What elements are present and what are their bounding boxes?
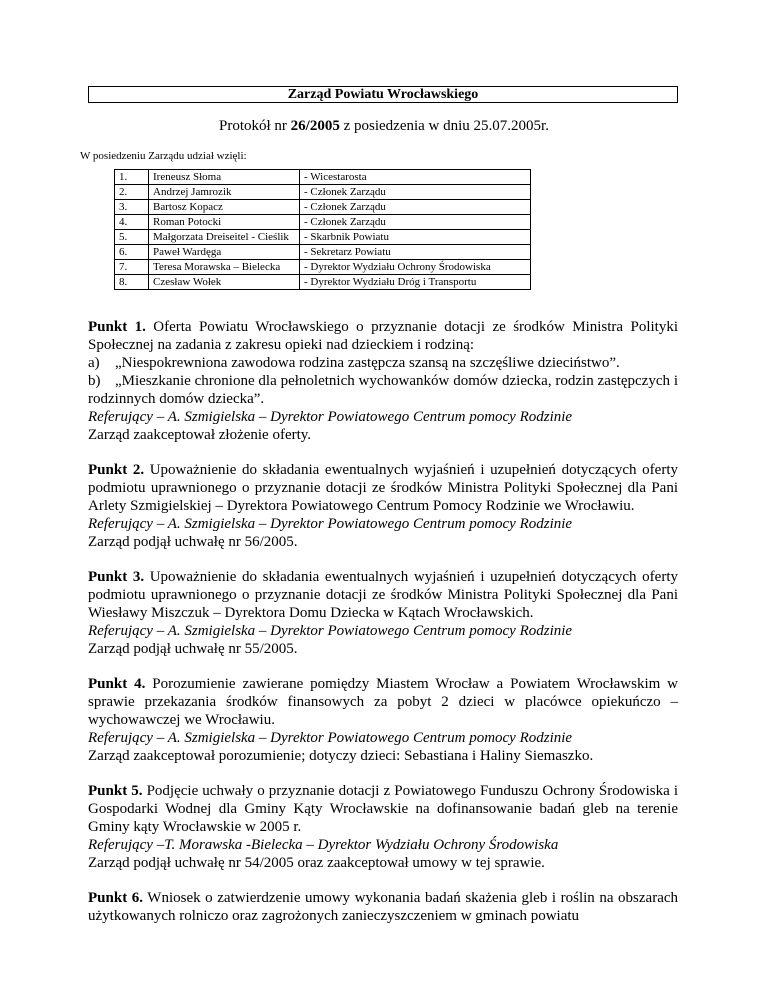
- agenda-point-1: [88, 318, 678, 444]
- row-number: 7.: [115, 260, 149, 275]
- table-row: [115, 185, 531, 200]
- point-referent: Referujący –T. Morawska -Bielecka – Dyrektor Wydziału Ochrony Środowiska: [88, 837, 559, 853]
- point-text: Upoważnienie do składania ewentualnych wyjaśnień i uzupełnień dotyczących oferty podmiotu uprawnionego o przyznanie dotacji ze środków Ministra Polityki Społecznej dla Pani Arlety Szmigielskiej – Dyrektora Powiatowego Centrum Pomocy Rodzinie we Wrocławiu.: [88, 462, 678, 514]
- point-text: Porozumienie zawierane pomiędzy Miastem Wrocław a Powiatem Wrocławskim w sprawie przekazania środków finansowych za pobyt 2 dzieci w placówce opiekuńczo – wychowawczej we Wrocławiu.: [88, 676, 679, 728]
- item-label: a): [88, 355, 100, 371]
- table-row: [115, 275, 531, 290]
- agenda-point-3: [88, 568, 678, 658]
- member-role: - Członek Zarządu: [300, 215, 531, 230]
- item-text: „Mieszkanie chronione dla pełnoletnich wychowanków domów dziecka, rodzin zastępczych i rodzinnych domów dziecka”.: [88, 373, 678, 407]
- point-decision: Zarząd podjął uchwałę nr 56/2005.: [88, 534, 298, 550]
- protocol-number: 26/2005: [290, 118, 340, 134]
- protocol-subtitle: [0, 118, 768, 135]
- point-decision: Zarząd zaakceptował złożenie oferty.: [88, 427, 312, 443]
- row-number: 8.: [115, 275, 149, 290]
- point-decision: Zarząd podjął uchwałę nr 54/2005 oraz zaakceptował umowy w tej sprawie.: [88, 855, 545, 871]
- point-decision: Zarząd podjął uchwałę nr 55/2005.: [88, 641, 298, 657]
- point-label: Punkt 5.: [88, 783, 143, 799]
- agenda-point-6: [88, 889, 678, 925]
- attendance-table: [114, 169, 531, 290]
- subtitle-prefix: Protokół nr: [219, 118, 291, 134]
- point-label: Punkt 4.: [88, 676, 146, 692]
- point-label: Punkt 6.: [88, 890, 143, 906]
- point-label: Punkt 1.: [88, 319, 146, 335]
- table-row: [115, 245, 531, 260]
- point-referent: Referujący – A. Szmigielska – Dyrektor Powiatowego Centrum pomocy Rodzinie: [88, 623, 573, 639]
- table-row: [115, 215, 531, 230]
- member-role: - Skarbnik Powiatu: [300, 230, 531, 245]
- member-role: - Członek Zarządu: [300, 200, 531, 215]
- row-number: 4.: [115, 215, 149, 230]
- table-row: [115, 170, 531, 185]
- subtitle-suffix: z posiedzenia w dniu 25.07.2005r.: [339, 118, 549, 134]
- table-row: [115, 260, 531, 275]
- point-referent: Referujący – A. Szmigielska – Dyrektor Powiatowego Centrum pomocy Rodzinie: [88, 409, 573, 425]
- list-item: [88, 354, 678, 372]
- agenda-point-2: [88, 461, 678, 551]
- member-role: - Członek Zarządu: [300, 185, 531, 200]
- member-role: - Wicestarosta: [300, 170, 531, 185]
- row-number: 6.: [115, 245, 149, 260]
- point-text: Wniosek o zatwierdzenie umowy wykonania badań skażenia gleb i roślin na obszarach użytkowanych rolniczo oraz zagrożonych zanieczyszczeniem w gminach powiatu: [88, 890, 679, 924]
- member-name: Bartosz Kopacz: [149, 200, 300, 215]
- row-number: 2.: [115, 185, 149, 200]
- point-label: Punkt 3.: [88, 569, 145, 585]
- table-row: [115, 200, 531, 215]
- point-text: Podjęcie uchwały o przyznanie dotacji z Powiatowego Funduszu Ochrony Środowiska i Gospodarki Wodnej dla Gminy Kąty Wrocławskie na dofinansowanie badań gleb na terenie Gminy kąty Wrocławskie w 2005 r.: [88, 783, 679, 835]
- member-name: Andrzej Jamrozik: [149, 185, 300, 200]
- member-name: Małgorzata Dreiseitel - Cieślik: [149, 230, 300, 245]
- member-name: Teresa Morawska – Bielecka: [149, 260, 300, 275]
- document-title: Zarząd Powiatu Wrocławskiego: [88, 86, 678, 103]
- point-text: Oferta Powiatu Wrocławskiego o przyznanie dotacji ze środków Ministra Polityki Społecznej na zadania z zakresu opieki nad dzieckiem i rodziną:: [88, 319, 679, 353]
- point-label: Punkt 2.: [88, 462, 145, 478]
- member-name: Czesław Wołek: [149, 275, 300, 290]
- point-text: Upoważnienie do składania ewentualnych wyjaśnień i uzupełnień dotyczących oferty podmiotu uprawnionego o przyznanie dotacji ze środków Ministra Polityki Społecznej dla Pani Wiesławy Miszczuk – Dyrektora Domu Dziecka w Kątach Wrocławskich.: [88, 569, 678, 621]
- attendance-intro: W posiedzeniu Zarządu udział wzięli:: [80, 150, 247, 162]
- row-number: 5.: [115, 230, 149, 245]
- member-role: - Dyrektor Wydziału Ochrony Środowiska: [300, 260, 531, 275]
- member-name: Paweł Wardęga: [149, 245, 300, 260]
- agenda-point-4: [88, 675, 678, 765]
- item-label: b): [88, 373, 101, 389]
- list-item: [88, 372, 678, 408]
- item-text: „Niespokrewniona zawodowa rodzina zastępcza szansą na szczęśliwe dzieciństwo”.: [115, 355, 620, 371]
- table-row: [115, 230, 531, 245]
- point-referent: Referujący – A. Szmigielska – Dyrektor Powiatowego Centrum pomocy Rodzinie: [88, 516, 573, 532]
- member-role: - Dyrektor Wydziału Dróg i Transportu: [300, 275, 531, 290]
- member-role: - Sekretarz Powiatu: [300, 245, 531, 260]
- member-name: Roman Potocki: [149, 215, 300, 230]
- point-referent: Referujący – A. Szmigielska – Dyrektor Powiatowego Centrum pomocy Rodzinie: [88, 730, 573, 746]
- agenda-points: [88, 318, 678, 942]
- member-name: Ireneusz Słoma: [149, 170, 300, 185]
- point-decision: Zarząd zaakceptował porozumienie; dotyczy dzieci: Sebastiana i Haliny Siemaszko.: [88, 748, 594, 764]
- row-number: 3.: [115, 200, 149, 215]
- row-number: 1.: [115, 170, 149, 185]
- agenda-point-5: [88, 782, 678, 872]
